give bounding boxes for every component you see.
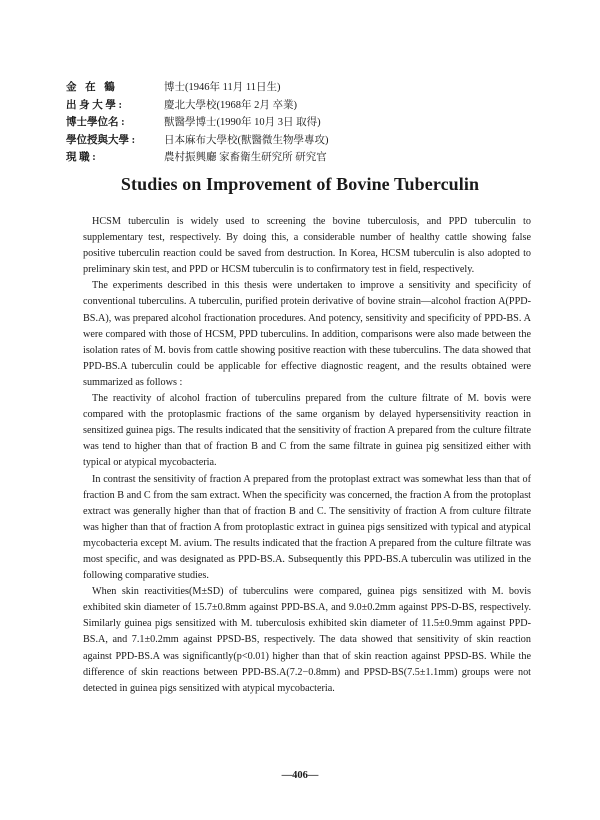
bio-row bbox=[66, 114, 536, 132]
bio-label-degree-name: 博士學位名 : bbox=[66, 117, 125, 129]
bio-value-alma-mater: 慶北大學校(1968年 2月 卒業) bbox=[164, 99, 297, 111]
bio-label-current-position: 現 職 : bbox=[66, 152, 96, 164]
page-title: Studies on Improvement of Bovine Tuberculin bbox=[120, 174, 480, 194]
bio-value-degree: 博士(1946年 11月 11日生) bbox=[164, 82, 281, 93]
bio-value-current-position: 農村振興廳 家畜衛生研究所 研究官 bbox=[164, 152, 327, 164]
paragraph: The reactivity of alcohol fraction of tuberculins prepared from the culture filtrate of M. bovis were compared with the protoplasmic fractions of the same organism by delayed hypersensitivity reaction in sensitized guinea pigs. The results indicated that the sensitivity of fraction A prepared from the culture filtrate was tend to higher than that of fraction B and C from the same filtrate in guinea pig sensitized either with typical or atypical mycobacteria. bbox=[83, 393, 531, 469]
page-number: —406— bbox=[281, 770, 319, 781]
paragraph: In contrast the sensitivity of fraction A prepared from the protoplast extract was somewhat less than that of fraction B and C from the sam extract. When the specificity was concerned, the fraction A from the protoplast extract was generally higher than that of fraction B and C. The sensitivity of fraction A from culture filtrate was higher than that of fraction A from protoplastic extract in guinea pigs sensitized with typical and atypical mycobacteria except M. avium. The results indicated that the fraction A prepared from the culture filtrate was most specific, and was designated as PPD-BS.A. Subsequently this PPD-BS.A tuberculin was utilized in the following comparative studies. bbox=[83, 473, 531, 582]
bio-row bbox=[66, 97, 536, 115]
paragraph: When skin reactivities(M±SD) of tuberculins were compared, guinea pigs sensitized with M. bovis exhibited skin diameter of 15.7±0.8mm against PPD-BS.A, and 9.0±0.2mm against PPS-D-BS, respectively. Similarly guinea pigs sensitized with M. tuberculosis exhibited skin diameter of 11.5±0.9mm against PPD-BS.A, and 7.1±0.2mm against PPSD-BS, respectively. The data showed that sensitivity of skin reaction against PPD-BS.A was significantly(p<0.01) higher than that of skin reaction against PPSD-BS. While the difference of skin reactions between PPD-BS.A(7.2−0.8mm) and PPSD-BS(7.5±1.1mm) groups were not detected in guinea pigs sensitized with atypical mycobacteria. bbox=[83, 586, 531, 694]
paragraph: HCSM tuberculin is widely used to screening the bovine tuberculosis, and PPD tuberculin to supplementary test, respectively. By doing this, a considerable number of healthy cattle showing false positive tuberculin reaction could be saved from destruction. In Korea, HCSM tuberculin is also adopted to preliminary skin test, and PPD or HCSM tuberculin is to confirmatory test in field, respectively. bbox=[83, 216, 531, 276]
bio-label-conferring-university: 學位授與大學 : bbox=[66, 134, 136, 146]
abstract-body bbox=[83, 214, 531, 697]
author-bio bbox=[66, 79, 536, 167]
bio-value-conferring-university: 日本麻布大學校(獸醫微生物學專攻) bbox=[164, 134, 329, 146]
bio-label-name: 金 在 鶴 bbox=[66, 82, 118, 93]
paragraph: The experiments described in this thesis were undertaken to improve a sensitivity and specificity of conventional tuberculins. A tuberculin, purified protein derivative of bovine strain—alcohol fraction A(PPD-BS.A), was prepared alcohol fractionation procedures. And potency, sensitivity and specificity of PPD-BS. A were compared with those of HCSM, PPD tuberculins. In addition, comparisons were also made between the isolation rates of M. bovis from cattle showing positive reaction with these tuberculins. The data showed that PPD-BS.A tuberculin could be applicable for effective diagnostic reagent, and the results obtained were summarized as follows : bbox=[83, 280, 531, 388]
bio-row bbox=[66, 149, 536, 167]
bio-label-alma-mater: 出 身 大 學 : bbox=[66, 99, 122, 111]
bio-value-degree-name: 獸醫學博士(1990年 10月 3日 取得) bbox=[164, 117, 321, 129]
bio-row bbox=[66, 132, 536, 150]
bio-row bbox=[66, 79, 536, 97]
